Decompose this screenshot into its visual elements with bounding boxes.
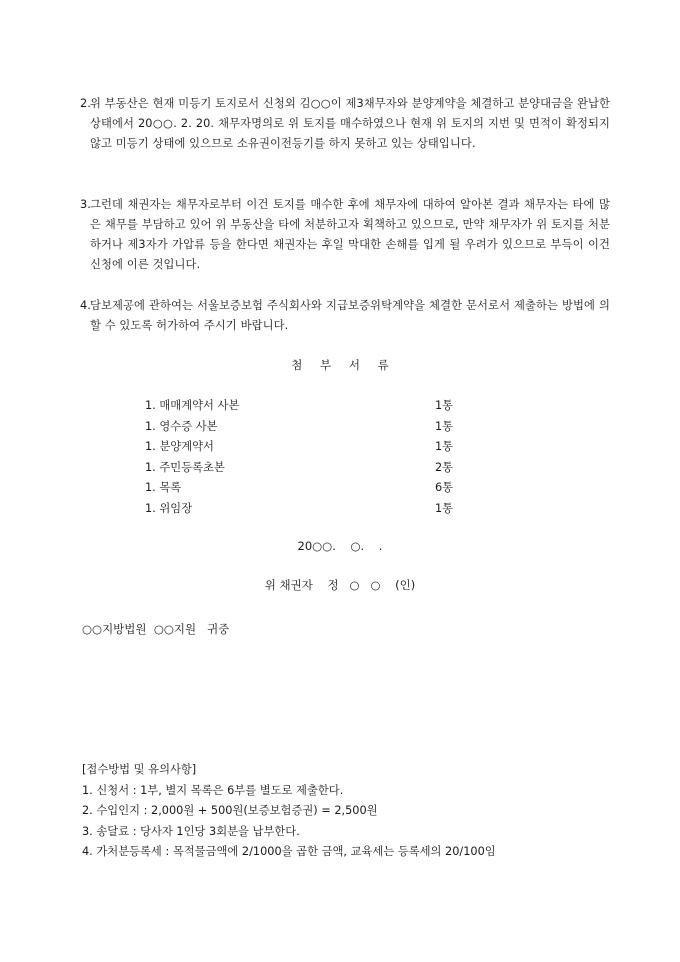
signature-line: 위 채권자 정 ○ ○ (인) <box>264 578 416 592</box>
filing-notes <box>82 760 496 863</box>
attachments-list <box>145 396 465 520</box>
paragraph-3 <box>80 195 610 275</box>
paragraph-number: 3. <box>80 198 91 211</box>
attachment-qty: 1통 <box>435 399 454 412</box>
paragraph-4 <box>80 296 610 336</box>
attachment-qty: 1통 <box>435 501 454 515</box>
attachment-qty: 1통 <box>435 440 454 454</box>
list-item <box>145 437 465 458</box>
attachment-qty: 2통 <box>435 460 454 474</box>
paragraph-text: 그런데 채권자는 채무자로부터 이건 토지를 매수한 후에 채무자에 대하여 알아본 결과 채무자는 타에 많은 채무를 부담하고 있어 위 부동산을 타에 처분하고자 획책하고 있으므로, 만약 채무자가 위 토지를 처분하거나 제3자가 가압류 등을 한다면 채권자는 후일 막대한 손해를 입게 될 우려가 있으므로 부득이 이건 신청에 이른 것입니다. <box>90 198 610 271</box>
attachment-name: 1. 목록 <box>145 481 182 495</box>
list-item: 2. 수입인지 : 2,000원 + 500원(보증보험증권) = 2,500원 <box>82 804 378 817</box>
attachment-qty: 6통 <box>435 481 454 495</box>
list-item: 1. 신청서 : 1부, 별지 목록은 6부를 별도로 제출한다. <box>82 783 344 797</box>
paragraph-number: 2. <box>80 97 91 110</box>
document-date: 20○○. ○. . <box>297 539 383 553</box>
attachment-name: 1. 위임장 <box>145 501 193 515</box>
attachment-name: 1. 주민등록초본 <box>145 460 225 474</box>
list-item: 3. 송달료 : 당사자 1인당 3회분을 납부한다. <box>82 824 300 838</box>
paragraph-text: 위 부동산은 현재 미등기 토지로서 신청외 김○○이 제3채무자와 분양계약을 체결하고 분양대금을 완납한 상태에서 20○○. 2. 20. 채무자명의로 위 토지를 매수하였으나 현재 위 토지의 지번 및 면적이 확정되지 않고 미등기 상태에 있으므로 소유권이전등기를 하지 못하고 있는 상태입니다. <box>90 97 610 150</box>
attachment-qty: 1통 <box>435 419 454 433</box>
paragraph-2 <box>80 94 610 154</box>
notes-heading: [접수방법 및 유의사항] <box>82 763 197 776</box>
attachment-name: 1. 매매계약서 사본 <box>145 399 240 412</box>
list-item <box>145 396 465 417</box>
attachments-title: 첨 부 서 류 <box>291 358 389 372</box>
list-item <box>145 499 465 520</box>
attachment-name: 1. 영수증 사본 <box>145 419 218 433</box>
attachment-name: 1. 분양계약서 <box>145 440 214 454</box>
list-item: 4. 가처분등록세 : 목적물금액에 2/1000을 곱한 금액, 교육세는 등록세의 20/100임 <box>82 845 496 858</box>
paragraph-number: 4. <box>80 299 91 312</box>
list-item <box>145 417 465 438</box>
list-item <box>145 478 465 499</box>
paragraph-text: 담보제공에 관하여는 서울보증보험 주식회사와 지급보증위탁계약을 체결한 문서로서 제출하는 방법에 의할 수 있도록 허가하여 주시기 바랍니다. <box>90 299 610 332</box>
court-addressee: ○○지방법원 ○○지원 귀중 <box>82 622 230 636</box>
list-item <box>145 458 465 479</box>
